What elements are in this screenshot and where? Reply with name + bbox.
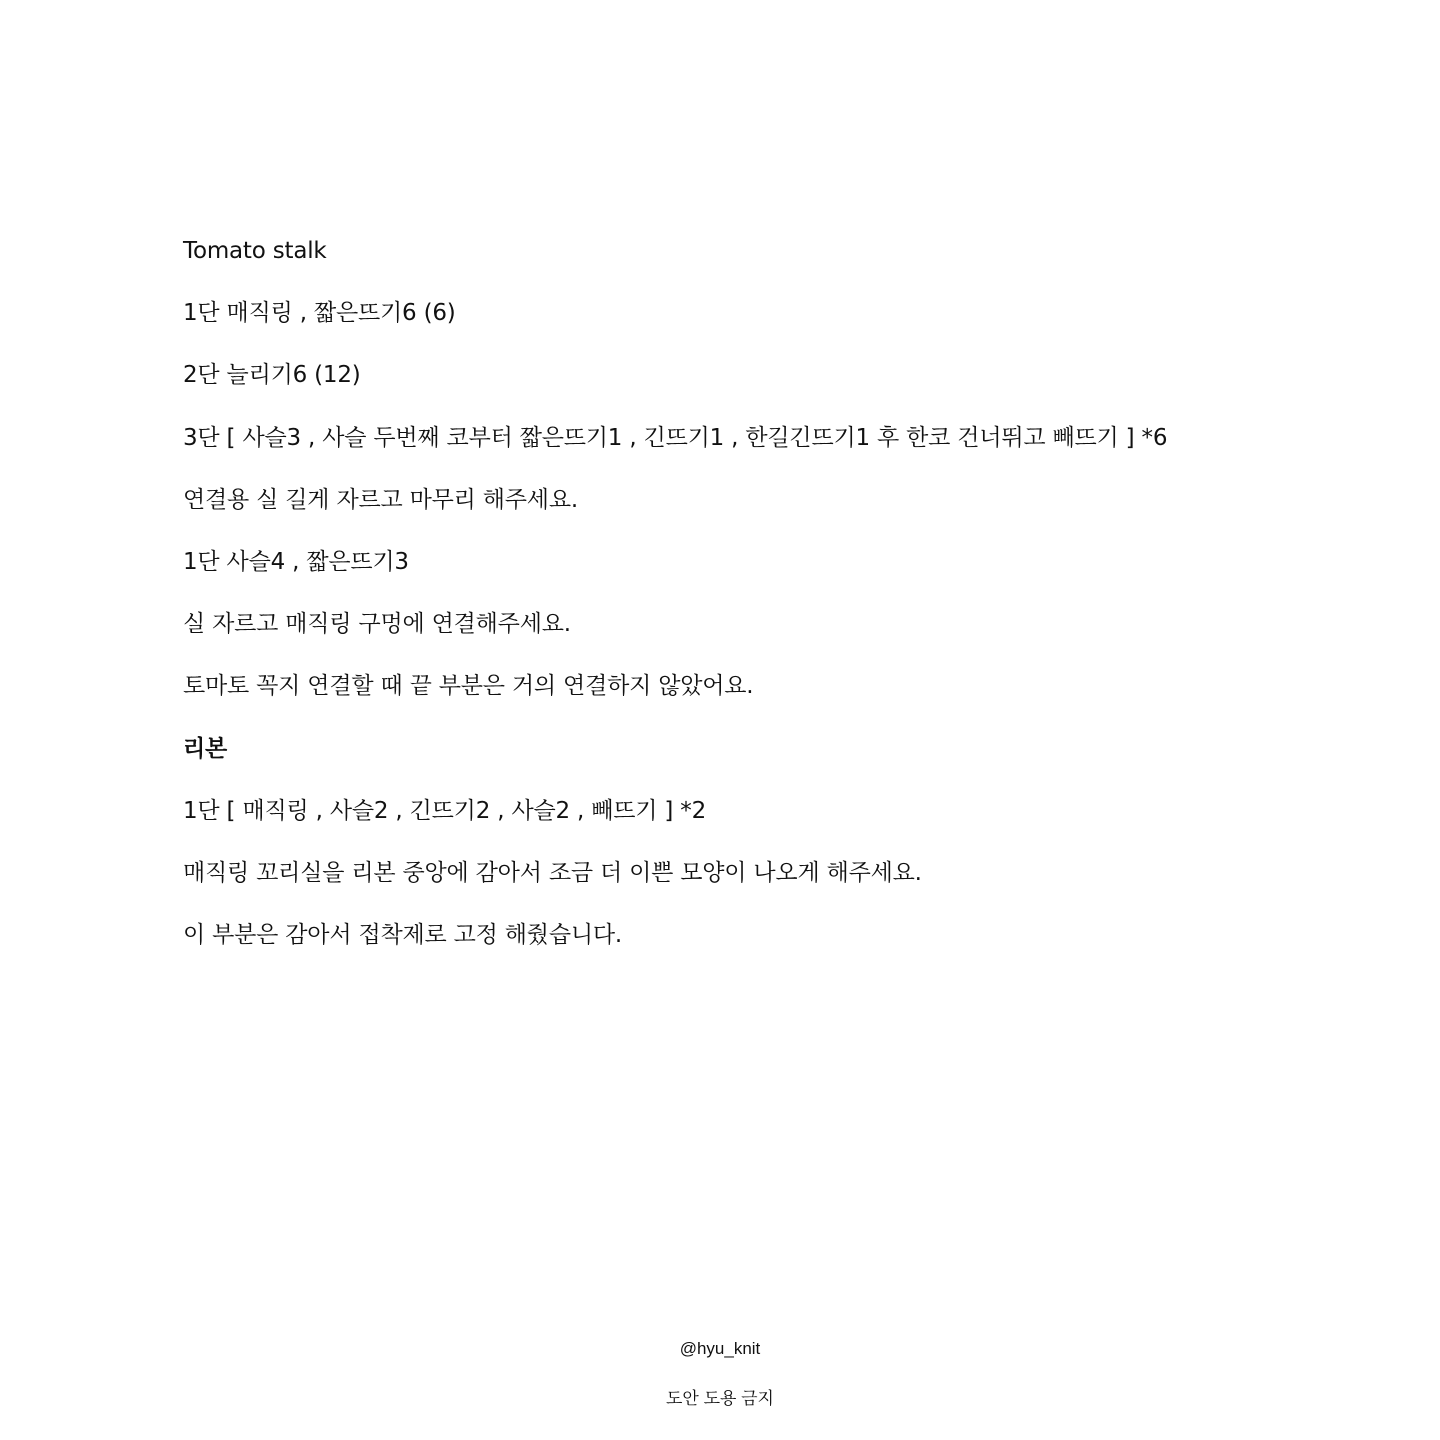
instruction-line: 1단 [ 매직링 , 사슬2 , 긴뜨기2 , 사슬2 , 빼뜨기 ] *2 <box>183 797 707 824</box>
section-title-tomato-stalk: Tomato stalk <box>183 238 327 264</box>
copyright-notice: 도안 도용 금지 <box>666 1389 774 1408</box>
author-handle: @hyu_knit <box>679 1339 761 1358</box>
instruction-line: 3단 [ 사슬3 , 사슬 두번째 코부터 짧은뜨기1 , 긴뜨기1 , 한길긴뜨기1 후 한코 건너뛰고 빼뜨기 ] *6 <box>183 424 1168 451</box>
instruction-line: 이 부분은 감아서 접착제로 고정 해줬습니다. <box>183 922 622 949</box>
instruction-line: 실 자르고 매직링 구멍에 연결해주세요. <box>183 611 571 638</box>
instruction-line: 매직링 꼬리실을 리본 중앙에 감아서 조금 더 이쁜 모양이 나오게 해주세요. <box>183 859 922 886</box>
instruction-line: 1단 사슬4 , 짧은뜨기3 <box>183 548 409 575</box>
instruction-line: 2단 늘리기6 (12) <box>183 362 361 389</box>
section-title-ribbon: 리본 <box>183 735 228 762</box>
pattern-instructions <box>183 232 1283 978</box>
instruction-line: 1단 매직링 , 짧은뜨기6 (6) <box>183 300 456 327</box>
instruction-line: 연결용 실 길게 자르고 마무리 해주세요. <box>183 486 578 513</box>
instruction-line: 토마토 꼭지 연결할 때 끝 부분은 거의 연결하지 않았어요. <box>183 673 754 700</box>
